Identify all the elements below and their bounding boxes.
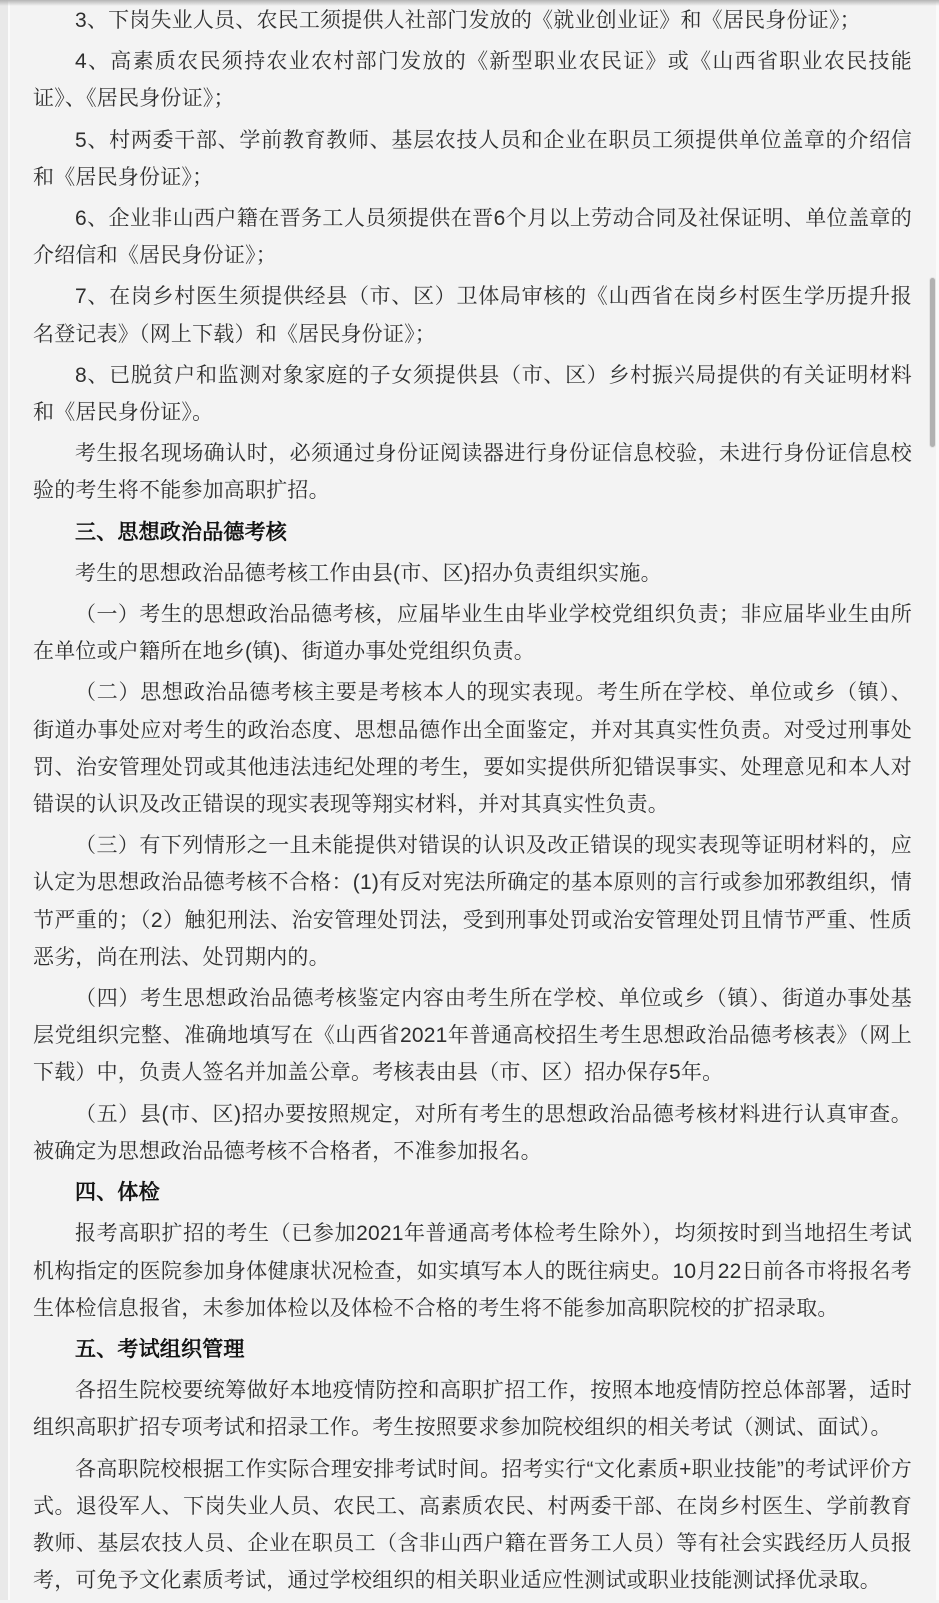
section-heading: 三、思想政治品德考核 [75,520,287,544]
paragraph: （二）思想政治品德考核主要是考核本人的现实表现。考生所在学校、单位或乡（镇）、街道办事处应对考生的政治态度、思想品德作出全面鉴定，并对其真实性负责。对受过刑事处罚、治安管理处罚或其他违法违纪处理的考生，要如实提供所犯错误事实、处理意见和本人对错误的认识及改正错误的现实表现等翔实材料，并对其真实性负责。 [33,681,912,817]
section-heading: 五、考试组织管理 [75,1337,245,1361]
left-gutter [0,0,10,1600]
paragraph: 8、已脱贫户和监测对象家庭的子女须提供县（市、区）乡村振兴局提供的有关证明材料和《居民身份证》。 [33,363,912,425]
paragraph: 考生的思想政治品德考核工作由县(市、区)招办负责组织实施。 [75,561,662,585]
paragraph: （三）有下列情形之一且未能提供对错误的认识及改正错误的现实表现等证明材料的，应认定为思想政治品德考核不合格：(1)有反对宪法所确定的基本原则的言行或参加邪教组织，情节严重的；（2）触犯刑法、治安管理处罚法，受到刑事处罚或治安管理处罚且情节严重、性质恶劣，尚在刑法、处罚期内的。 [33,834,912,969]
vertical-scrollbar-thumb[interactable] [930,278,935,447]
document-body [33,2,912,1603]
section-heading: 四、体检 [75,1181,160,1205]
paragraph: 各招生院校要统筹做好本地疫情防控和高职扩招工作，按照本地疫情防控总体部署，适时组织高职扩招专项考试和招录工作。考生按照要求参加院校组织的相关考试（测试、面试）。 [33,1379,912,1440]
paragraph: 报考高职扩招的考生（已参加2021年普通高考体检考生除外），均须按时到当地招生考试机构指定的医院参加身体健康状况检查，如实填写本人的既往病史。10月22日前各市将报名考生体检信息报省，未参加体检以及体检不合格的考生将不能参加高职院校的扩招录取。 [33,1222,912,1320]
top-edge-shadow [0,0,939,6]
paragraph: 5、村两委干部、学前教育教师、基层农技人员和企业在职员工须提供单位盖章的介绍信和《居民身份证》； [33,128,912,189]
paragraph: （四）考生思想政治品德考核鉴定内容由考生所在学校、单位或乡（镇）、街道办事处基层党组织完整、准确地填写在《山西省2021年普通高校招生考生思想政治品德考核表》（网上下载）中，负责人签名并加盖公章。考核表由县（市、区）招办保存5年。 [33,987,912,1085]
paragraph: 6、企业非山西户籍在晋务工人员须提供在晋6个月以上劳动合同及社保证明、单位盖章的介绍信和《居民身份证》； [33,207,912,268]
paragraph: 各高职院校根据工作实际合理安排考试时间。招考实行“文化素质+职业技能”的考试评价方式。退役军人、下岗失业人员、农民工、高素质农民、村两委干部、在岗乡村医生、学前教育教师、基层农技人员、企业在职员工（含非山西户籍在晋务工人员）等有社会实践经历人员报考，可免予文化素质考试，通过学校组织的相关职业适应性测试或职业技能测试择优录取。 [33,1457,912,1593]
paragraph: （一）考生的思想政治品德考核，应届毕业生由毕业学校党组织负责；非应届毕业生由所在单位或户籍所在地乡(镇)、街道办事处党组织负责。 [33,603,912,664]
paragraph: 3、下岗失业人员、农民工须提供人社部门发放的《就业创业证》和《居民身份证》； [75,9,861,32]
paragraph: （五）县(市、区)招办要按照规定，对所有考生的思想政治品德考核材料进行认真审查。被确定为思想政治品德考核不合格者，不准参加报名。 [33,1102,912,1163]
paragraph: 7、在岗乡村医生须提供经县（市、区）卫体局审核的《山西省在岗乡村医生学历提升报名登记表》（网上下载）和《居民身份证》； [33,285,912,346]
paragraph: 考生报名现场确认时，必须通过身份证阅读器进行身份证信息校验，未进行身份证信息校验的考生将不能参加高职扩招。 [33,442,912,503]
paragraph: 4、高素质农民须持农业农村部门发放的《新型职业农民证》或《山西省职业农民技能证》、《居民身份证》； [33,50,912,111]
